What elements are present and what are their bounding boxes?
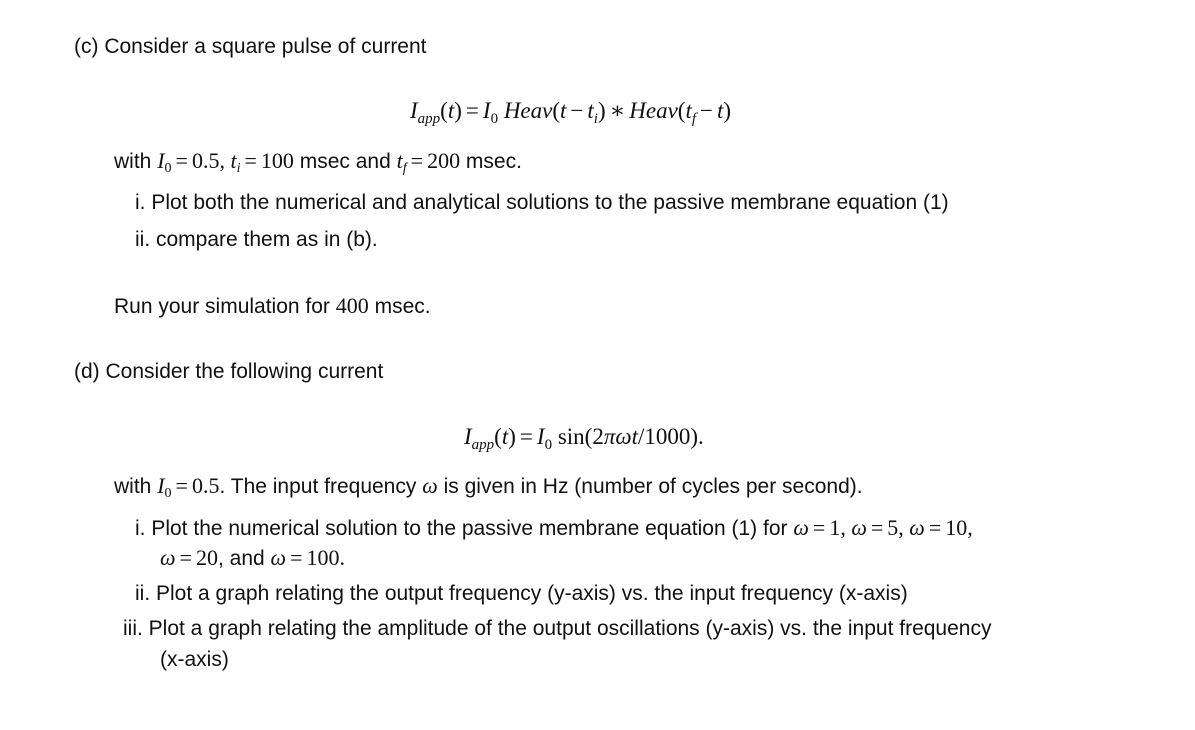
part-c-params: with $I_0 = 0.5$, $t_i = 100$ msec and $t_f = 200$ msec. [114, 148, 522, 176]
part-c-run-duration: Run your simulation for 400 msec. [114, 293, 431, 318]
part-d-item-1: i. Plot the numerical solution to the passive membrane equation (1) for ω = 1, ω = 5, ω = 10, [135, 515, 973, 540]
part-c-heading: (c) Consider a square pulse of current [74, 35, 427, 58]
part-c-item-2: ii. compare them as in (b). [135, 228, 378, 251]
part-d-heading: (d) Consider the following current [74, 360, 384, 383]
part-c-item-1: i. Plot both the numerical and analytical solutions to the passive membrane equation (1) [135, 191, 949, 214]
square-pulse-equation: $I_{app}(t) = I_0$ Heav(t − $t_i$) ∗ $Heav(t_f - t)$ [410, 98, 732, 127]
part-d-item-2: ii. Plot a graph relating the output frequency (y-axis) vs. the input frequency (x-axis) [135, 582, 908, 605]
part-d-item-1-cont: ω = 20, and ω = 100. [160, 545, 345, 570]
part-d-item-3: iii. Plot a graph relating the amplitude of the output oscillations (y-axis) vs. the input frequency [123, 617, 992, 640]
sine-current-equation: $I_{app}(t) = I_0$ sin(2πωt/1000). [464, 424, 704, 453]
part-d-item-3-cont: (x-axis) [160, 648, 229, 671]
part-d-params: with $I_0 = 0.5$. The input frequency ω is given in Hz (number of cycles per second). [114, 473, 863, 501]
